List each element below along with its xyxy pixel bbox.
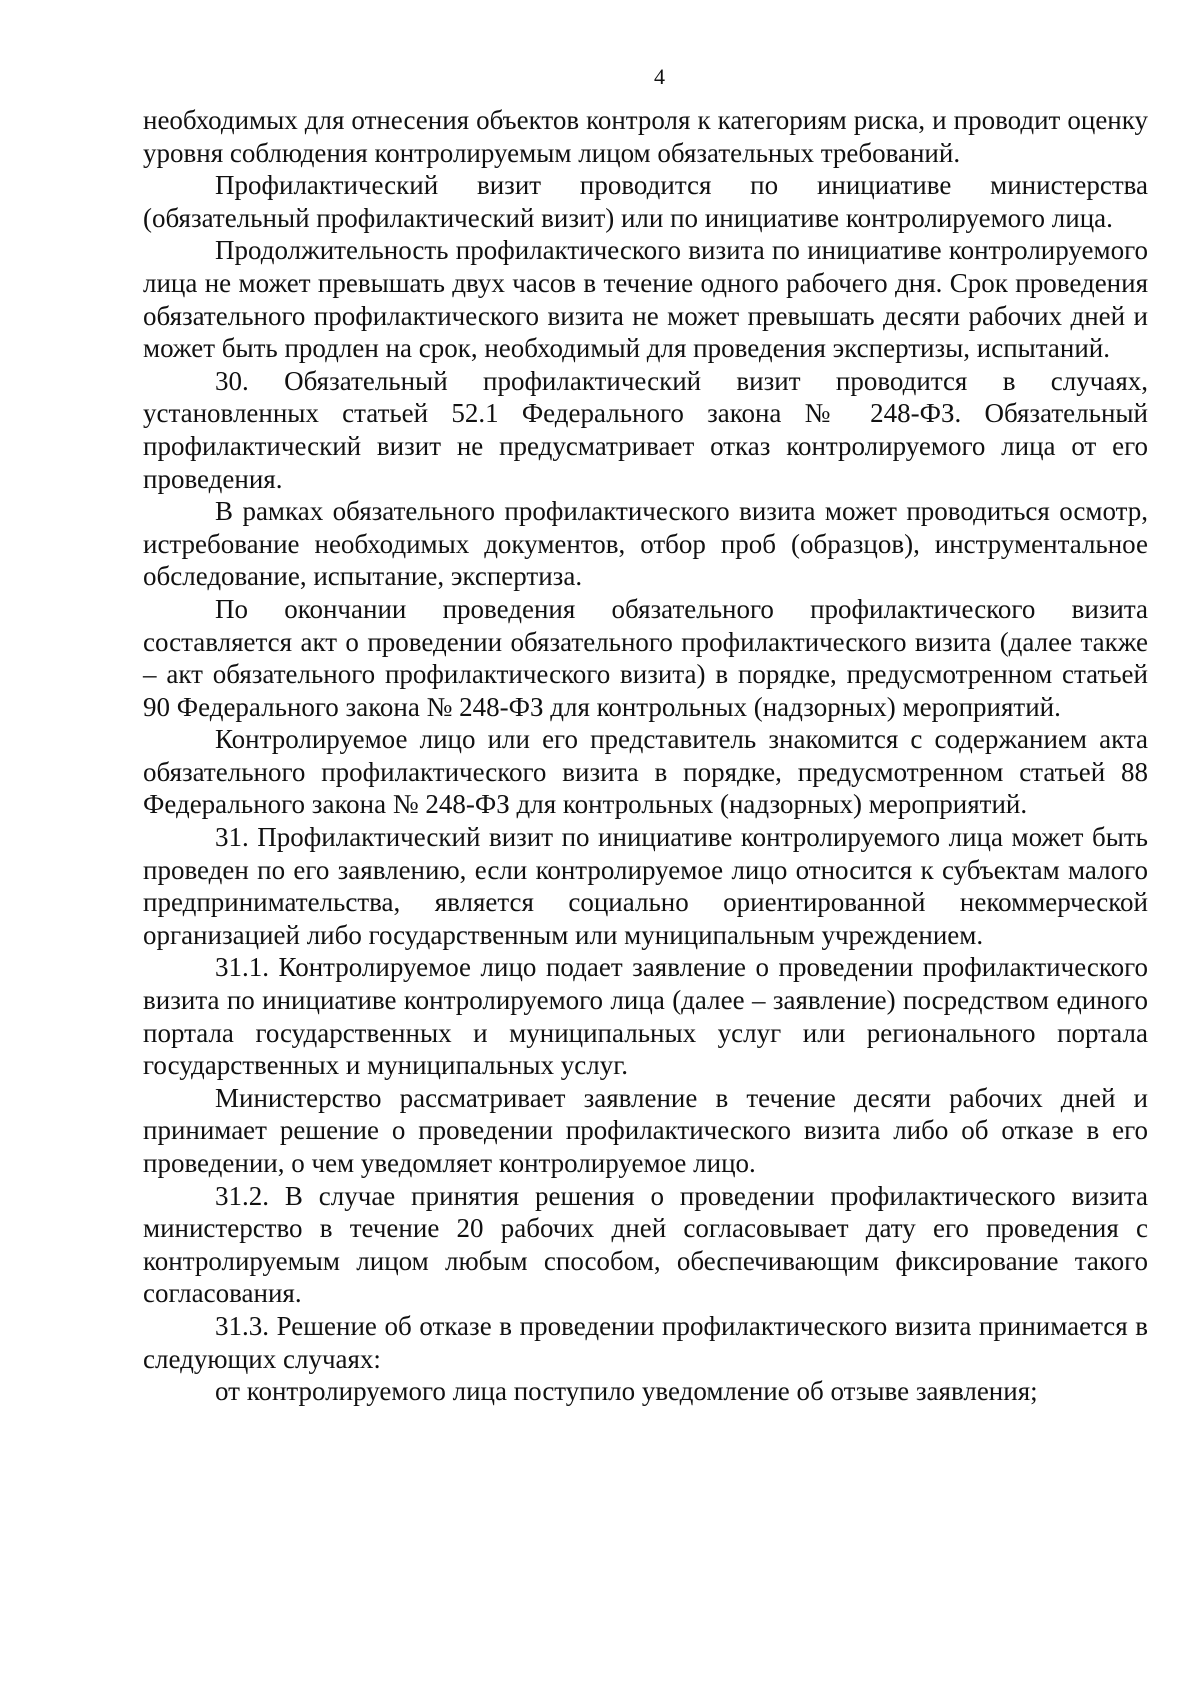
page-number: 4 xyxy=(654,64,665,89)
paragraph-refusal-case: от контролируемого лица поступило уведомление об отзыве заявления; xyxy=(215,1376,1038,1407)
paragraph-item-30: 30. Обязательный профилактический визит проводится в случаях, установленных статьей 52.1 Федерального закона № 248-ФЗ. Обязательный профилактический визит не предусматривает отказ контролируемого лица от его проведения. xyxy=(143,365,1148,494)
paragraph-item-31-1: 31.1. Контролируемое лицо подает заявление о проведении профилактического визита по инициативе контролируемого лица (далее – заявление) посредством единого портала государственных и муниципальных услуг или регионального портала государственных и муниципальных услуг. xyxy=(143,952,1148,1081)
paragraph-ministry-review: Министерство рассматривает заявление в течение десяти рабочих дней и принимает решение о проведении профилактического визита либо об отказе в его проведении, о чем уведомляет контролируемое лицо. xyxy=(143,1082,1148,1178)
paragraph-item-31: 31. Профилактический визит по инициативе контролируемого лица может быть проведен по его заявлению, если контролируемое лицо относится к субъектам малого предпринимательства, является социально ориентированной некоммерческой организацией либо государственным или муниципальным учреждением. xyxy=(143,822,1148,950)
paragraph-visit-act: По окончании проведения обязательного профилактического визита составляется акт о проведении обязательного профилактического визита (далее также – акт обязательного профилактического визита) в порядке, предусмотренном статьей 90 Федерального закона № 248-ФЗ для контрольных (надзорных) мероприятий. xyxy=(143,593,1148,722)
paragraph-continuation: необходимых для отнесения объектов контроля к категориям риска, и проводит оценку уровня соблюдения контролируемым лицом обязательных требований. xyxy=(143,105,1148,168)
paragraph-item-31-3: 31.3. Решение об отказе в проведении профилактического визита принимается в следующих случаях: xyxy=(143,1310,1148,1374)
paragraph-visit-initiative: Профилактический визит проводится по инициативе министерства (обязательный профилактический визит) или по инициативе контролируемого лица. xyxy=(143,170,1148,233)
document-body xyxy=(143,104,1148,1408)
paragraph-item-31-2: 31.2. В случае принятия решения о проведении профилактического визита министерство в течение 20 рабочих дней согласовывает дату его проведения с контролируемым лицом любым способом, обеспечивающим фиксирование такого согласования. xyxy=(143,1180,1148,1309)
paragraph-visit-duration: Продолжительность профилактического визита по инициативе контролируемого лица не может превышать двух часов в течение одного рабочего дня. Срок проведения обязательного профилактического визита не может превышать десяти рабочих дней и может быть продлен на срок, необходимый для проведения экспертизы, испытаний. xyxy=(143,235,1148,364)
paragraph-visit-scope: В рамках обязательного профилактического визита может проводиться осмотр, истребование необходимых документов, отбор проб (образцов), инструментальное обследование, испытание, экспертиза. xyxy=(143,496,1148,592)
paragraph-act-review: Контролируемое лицо или его представитель знакомится с содержанием акта обязательного профилактического визита в порядке, предусмотренном статьей 88 Федерального закона № 248-ФЗ для контрольных (надзорных) мероприятий. xyxy=(143,724,1148,820)
